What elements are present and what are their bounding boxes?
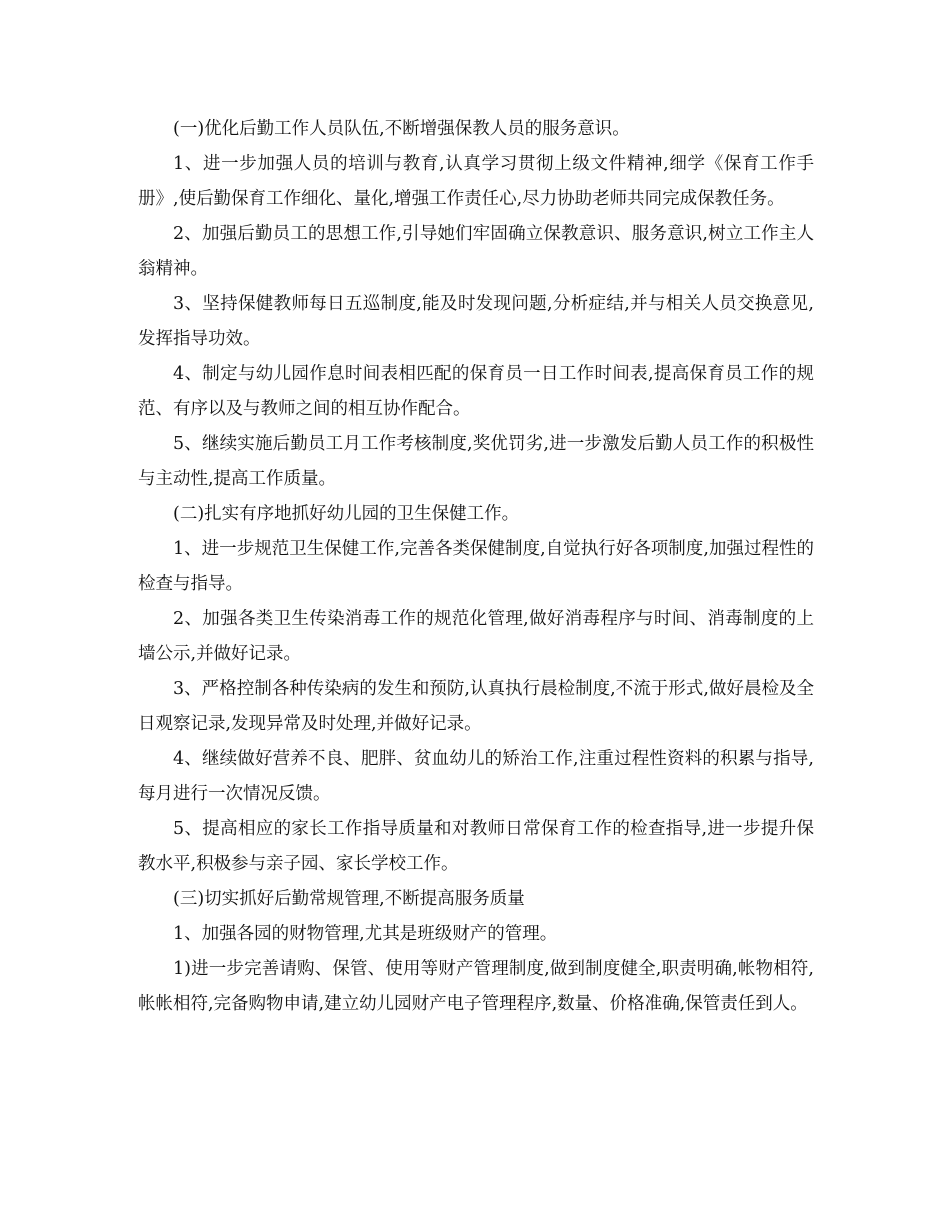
paragraph: 2、加强各类卫生传染消毒工作的规范化管理,做好消毒程序与时间、消毒制度的上墙公示,并做好记录。 bbox=[138, 609, 814, 664]
paragraph: 1、进一步加强人员的培训与教育,认真学习贯彻上级文件精神,细学《保育工作手册》,使后勤保育工作细化、量化,增强工作责任心,尽力协助老师共同完成保教任务。 bbox=[138, 154, 814, 209]
paragraph: 3、坚持保健教师每日五巡制度,能及时发现问题,分析症结,并与相关人员交换意见,发挥指导功效。 bbox=[138, 294, 814, 349]
paragraph: 5、提高相应的家长工作指导质量和对教师日常保育工作的检查指导,进一步提升保教水平,积极参与亲子园、家长学校工作。 bbox=[138, 819, 814, 874]
paragraph: 1)进一步完善请购、保管、使用等财产管理制度,做到制度健全,职责明确,帐物相符,帐帐相符,完备购物申请,建立幼儿园财产电子管理程序,数量、价格准确,保管责任到人。 bbox=[138, 959, 814, 1014]
section-heading-2: (二)扎实有序地抓好幼儿园的卫生保健工作。 bbox=[173, 504, 520, 524]
paragraph: 4、制定与幼儿园作息时间表相匹配的保育员一日工作时间表,提高保育员工作的规范、有序以及与教师之间的相互协作配合。 bbox=[138, 364, 814, 419]
paragraph: 3、严格控制各种传染病的发生和预防,认真执行晨检制度,不流于形式,做好晨检及全日观察记录,发现异常及时处理,并做好记录。 bbox=[138, 679, 814, 734]
section-heading-3: (三)切实抓好后勤常规管理,不断提高服务质量 bbox=[173, 889, 525, 909]
document-body bbox=[138, 112, 814, 1022]
paragraph: 2、加强后勤员工的思想工作,引导她们牢固确立保教意识、服务意识,树立工作主人翁精神。 bbox=[138, 224, 814, 279]
paragraph: 1、加强各园的财物管理,尤其是班级财产的管理。 bbox=[173, 924, 558, 944]
paragraph: 4、继续做好营养不良、肥胖、贫血幼儿的矫治工作,注重过程性资料的积累与指导,每月进行一次情况反馈。 bbox=[138, 749, 814, 804]
section-heading-1: (一)优化后勤工作人员队伍,不断增强保教人员的服务意识。 bbox=[173, 119, 630, 139]
paragraph: 5、继续实施后勤员工月工作考核制度,奖优罚劣,进一步激发后勤人员工作的积极性与主动性,提高工作质量。 bbox=[138, 434, 814, 489]
paragraph: 1、进一步规范卫生保健工作,完善各类保健制度,自觉执行好各项制度,加强过程性的检查与指导。 bbox=[138, 539, 814, 594]
